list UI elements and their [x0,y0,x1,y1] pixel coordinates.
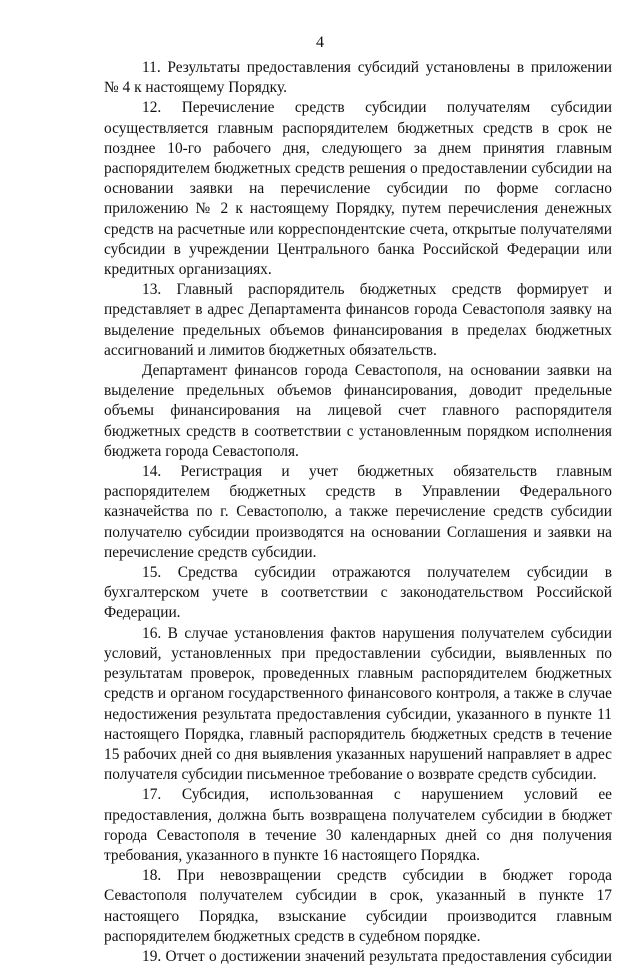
paragraph-11: 11. Результаты предоставления субсидий установлены в приложении № 4 к настоящему Порядку. [104,59,612,97]
paragraph-13: 13. Главный распорядитель бюджетных средств формирует и представляет в адрес Департамента финансов города Севастополя заявку на выделение предельных объемов финансирования в пределах бюджетных ассигнований и лимитов бюджетных обязательств. [104,281,612,359]
paragraph-14: 14. Регистрация и учет бюджетных обязательств главным распорядителем бюджетных средств в Управлении Федерального казначейства по г. Севастополю, а также перечисление средств субсидии получателю субсидии производятся на основании Соглашения и заявки на перечисление средств субсидии. [104,463,612,561]
paragraph-17: 17. Субсидия, использованная с нарушением условий ее предоставления, должна быть возвращена получателем субсидии в бюджет города Севастополя в течение 30 календарных дней со дня получения требования, указанного в пункте 16 настоящего Порядка. [104,786,612,864]
paragraph-12: 12. Перечисление средств субсидии получателям субсидии осуществляется главным распорядителем бюджетных средств в срок не позднее 10-го рабочего дня, следующего за днем принятия главным распорядителем бюджетных средств решения о предоставлении субсидии на основании заявки на перечисление субсидии по форме согласно приложению № 2 к настоящему Порядку, путем перечисления денежных средств на расчетные или корреспондентские счета, открытые получателями субсидии в учреждении Центрального банка Российской Федерации или кредитных организациях. [104,99,612,279]
paragraph-15: 15. Средства субсидии отражаются получателем субсидии в бухгалтерском учете в соответствии с законодательством Российской Федерации. [104,564,612,622]
page-number: 4 [316,34,324,51]
paragraph-13-continued: Департамент финансов города Севастополя, на основании заявки на выделение предельных объемов финансирования, доводит предельные объемы финансирования на лицевой счет главного распорядителя бюджетных средств в соответствии с установленным порядком исполнения бюджета города Севастополя. [104,362,612,460]
paragraph-18: 18. При невозвращении средств субсидии в бюджет города Севастополя получателем субсидии в срок, указанный в пункте 17 настоящего Порядка, взыскание субсидии производится главным распорядителем бюджетных средств в судебном порядке. [104,867,612,945]
paragraph-16: 16. В случае установления фактов нарушения получателем субсидии условий, установленных при предоставлении субсидии, выявленных по результатам проверок, проведенных главным распорядителем бюджетных средств и органом государственного финансового контроля, а также в случае недостижения результата предоставления субсидии, указанного в пункте 11 настоящего Порядка, главный распорядитель бюджетных средств в течение 15 рабочих дней со дня выявления указанных нарушений направляет в адрес получателя субсидии письменное требование о возврате средств субсидии. [104,624,612,784]
document-body [104,58,612,967]
paragraph-19: 19. Отчет о достижении значений результата предоставления субсидии [142,947,612,965]
